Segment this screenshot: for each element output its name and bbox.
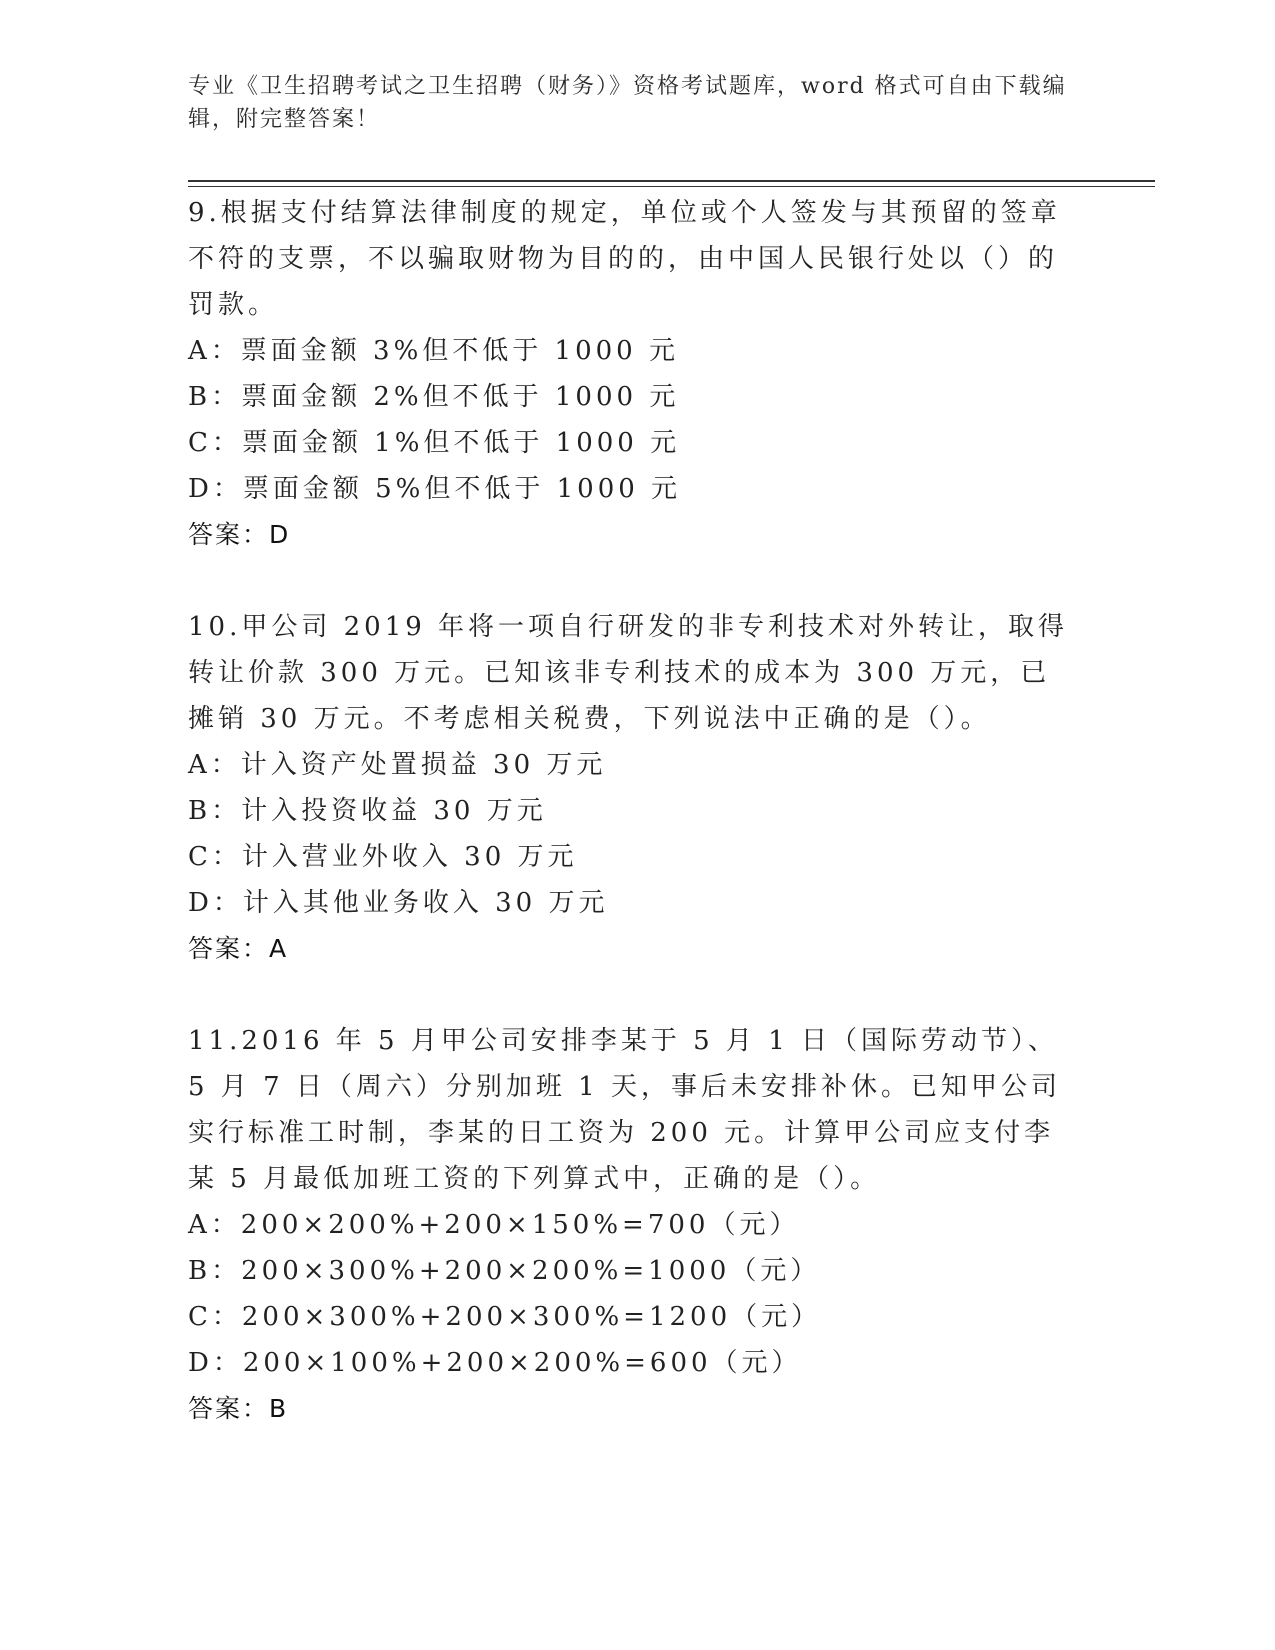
question-stem: 10.甲公司 2019 年将一项自行研发的非专利技术对外转让，取得转让价款 300 万元。已知该非专利技术的成本为 300 万元，已摊销 30 万元。不考虑相关税费，下列说法中正确的是（）。	[188, 612, 1069, 734]
option-b: B：票面金额 2%但不低于 1000 元	[188, 382, 680, 412]
question-11	[188, 1018, 1088, 1432]
option-c: C：票面金额 1%但不低于 1000 元	[188, 428, 681, 458]
header-divider-thick	[188, 180, 1155, 182]
question-stem: 11.2016 年 5 月甲公司安排李某于 5 月 1 日（国际劳动节）、5 月 7 日（周六）分别加班 1 天，事后未安排补休。已知甲公司实行标准工时制，李某的日工资为 200 元。计算甲公司应支付李某 5 月最低加班工资的下列算式中，正确的是（）。	[188, 1026, 1061, 1194]
question-spacer	[188, 558, 1088, 604]
option-b: B：200×300%+200×200%=1000（元）	[188, 1256, 821, 1286]
option-c: C：计入营业外收入 30 万元	[188, 842, 578, 872]
answer-label: 答案：B	[188, 1394, 289, 1423]
question-10	[188, 604, 1088, 972]
question-spacer	[188, 972, 1088, 1018]
question-9	[188, 190, 1088, 558]
document-header: 专业《卫生招聘考试之卫生招聘（财务）》资格考试题库，word 格式可自由下载编辑，附完整答案！	[188, 74, 1067, 132]
option-d: D：计入其他业务收入 30 万元	[188, 888, 609, 918]
option-c: C：200×300%+200×300%=1200（元）	[188, 1302, 822, 1332]
question-stem: 9.根据支付结算法律制度的规定，单位或个人签发与其预留的签章不符的支票，不以骗取财物为目的的，由中国人民银行处以（）的罚款。	[188, 198, 1061, 320]
option-a: A：200×200%+200×150%=700（元）	[188, 1210, 800, 1240]
header-divider-thin	[188, 186, 1155, 187]
answer-label: 答案：D	[188, 520, 291, 549]
option-b: B：计入投资收益 30 万元	[188, 796, 547, 826]
option-a: A：票面金额 3%但不低于 1000 元	[188, 336, 679, 366]
answer-label: 答案：A	[188, 934, 289, 963]
option-d: D：200×100%+200×200%=600（元）	[188, 1348, 802, 1378]
option-d: D：票面金额 5%但不低于 1000 元	[188, 474, 682, 504]
option-a: A：计入资产处置损益 30 万元	[188, 750, 607, 780]
question-list	[188, 190, 1088, 1432]
